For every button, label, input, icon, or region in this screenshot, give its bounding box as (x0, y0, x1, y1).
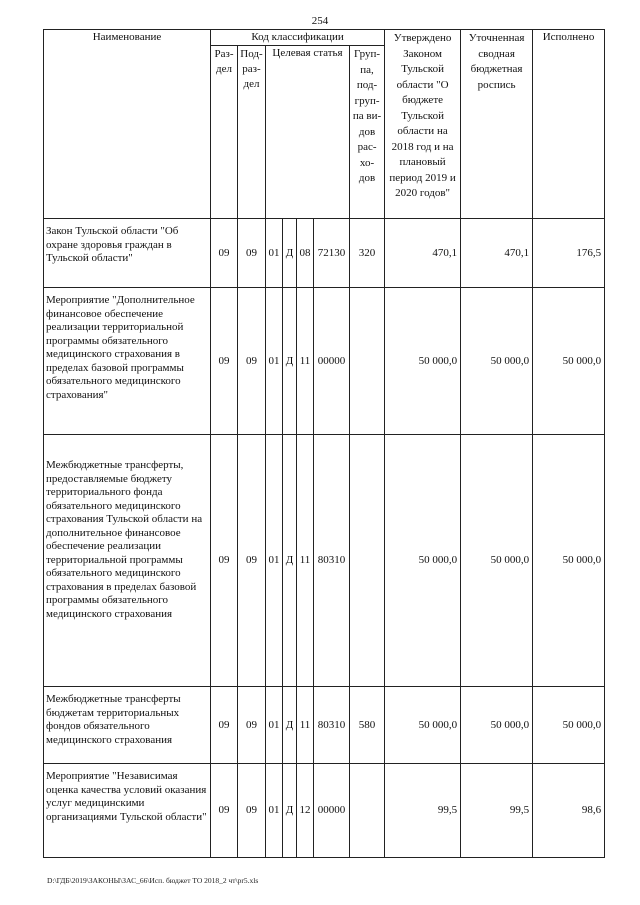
row-article-3: 08 (297, 219, 314, 288)
row-name: Межбюджетные трансферты бюджетам территориальных фондов обязательного медицинского страхования (44, 687, 211, 764)
row-approved: 50 000,0 (385, 288, 461, 435)
row-executed: 176,5 (533, 219, 605, 288)
table-row (44, 687, 605, 764)
row-refined: 99,5 (461, 764, 533, 858)
row-subsection: 09 (238, 288, 266, 435)
row-article-3: 11 (297, 687, 314, 764)
table-row (44, 288, 605, 435)
row-group (350, 764, 385, 858)
row-executed: 50 000,0 (533, 288, 605, 435)
row-article-4: 80310 (314, 687, 350, 764)
table-row (44, 764, 605, 858)
row-refined: 50 000,0 (461, 435, 533, 687)
row-executed: 50 000,0 (533, 435, 605, 687)
row-article-1: 01 (266, 288, 283, 435)
row-article-4: 72130 (314, 219, 350, 288)
row-article-4: 00000 (314, 288, 350, 435)
page-number: 254 (311, 15, 329, 27)
row-article-2: Д (283, 219, 297, 288)
row-article-4: 80310 (314, 435, 350, 687)
row-section: 09 (211, 687, 238, 764)
row-approved: 470,1 (385, 219, 461, 288)
row-approved: 99,5 (385, 764, 461, 858)
header-section: Раз-дел (211, 46, 238, 219)
header-expense-group: Груп-па, под-груп-па ви-дов рас-хо-дов (350, 46, 385, 219)
row-section: 09 (211, 219, 238, 288)
table-row (44, 219, 605, 288)
row-approved: 50 000,0 (385, 435, 461, 687)
row-article-2: Д (283, 764, 297, 858)
row-group: 580 (350, 687, 385, 764)
row-subsection: 09 (238, 764, 266, 858)
row-article-3: 11 (297, 288, 314, 435)
row-name: Закон Тульской области "Об охране здоровья граждан в Тульской области" (44, 219, 211, 288)
row-section: 09 (211, 435, 238, 687)
header-name: Наименование (44, 30, 211, 219)
row-refined: 50 000,0 (461, 687, 533, 764)
row-article-1: 01 (266, 435, 283, 687)
table-row (44, 435, 605, 687)
row-subsection: 09 (238, 435, 266, 687)
row-article-1: 01 (266, 219, 283, 288)
header-target-article: Целевая статья (266, 46, 350, 219)
row-article-1: 01 (266, 687, 283, 764)
row-article-2: Д (283, 435, 297, 687)
row-group (350, 435, 385, 687)
row-article-3: 12 (297, 764, 314, 858)
row-group (350, 288, 385, 435)
row-article-2: Д (283, 288, 297, 435)
row-article-1: 01 (266, 764, 283, 858)
header-refined: Уточненная сводная бюджетная роспись (461, 30, 533, 219)
header-approved: Утверждено Законом Тульской области "О бюджете Тульской области на 2018 год и на плановый период 2019 и 2020 годов" (385, 30, 461, 219)
row-refined: 470,1 (461, 219, 533, 288)
row-section: 09 (211, 764, 238, 858)
row-group: 320 (350, 219, 385, 288)
row-name: Межбюджетные трансферты, предоставляемые бюджету территориального фонда обязательного медицинского страхования Тульской области на дополнительное финансовое обеспечение реализации территориальной программы обязательного медицинского страхования в пределах базовой программы обязательного медицинского страхования (44, 435, 211, 687)
header-executed: Исполнено (533, 30, 605, 219)
budget-table (43, 29, 605, 858)
row-subsection: 09 (238, 219, 266, 288)
row-name: Мероприятие "Независимая оценка качества условий оказания услуг медицинскими организациями Тульской области" (44, 764, 211, 858)
row-subsection: 09 (238, 687, 266, 764)
header-subsection: Под-раз-дел (238, 46, 266, 219)
row-approved: 50 000,0 (385, 687, 461, 764)
row-article-2: Д (283, 687, 297, 764)
row-executed: 98,6 (533, 764, 605, 858)
header-classification: Код классификации (211, 30, 385, 46)
row-article-4: 00000 (314, 764, 350, 858)
file-path-footer: D:\ГДБ\2019\ЗАКОНЫ\ЗАС_66\Исп. бюджет ТО 2018_2 чт\pr5.xls (47, 876, 259, 885)
row-article-3: 11 (297, 435, 314, 687)
row-name: Мероприятие "Дополнительное финансовое обеспечение реализации территориальной программы обязательного медицинского страхования в пределах базовой программы обязательного медицинского страхования" (44, 288, 211, 435)
row-refined: 50 000,0 (461, 288, 533, 435)
row-executed: 50 000,0 (533, 687, 605, 764)
row-section: 09 (211, 288, 238, 435)
